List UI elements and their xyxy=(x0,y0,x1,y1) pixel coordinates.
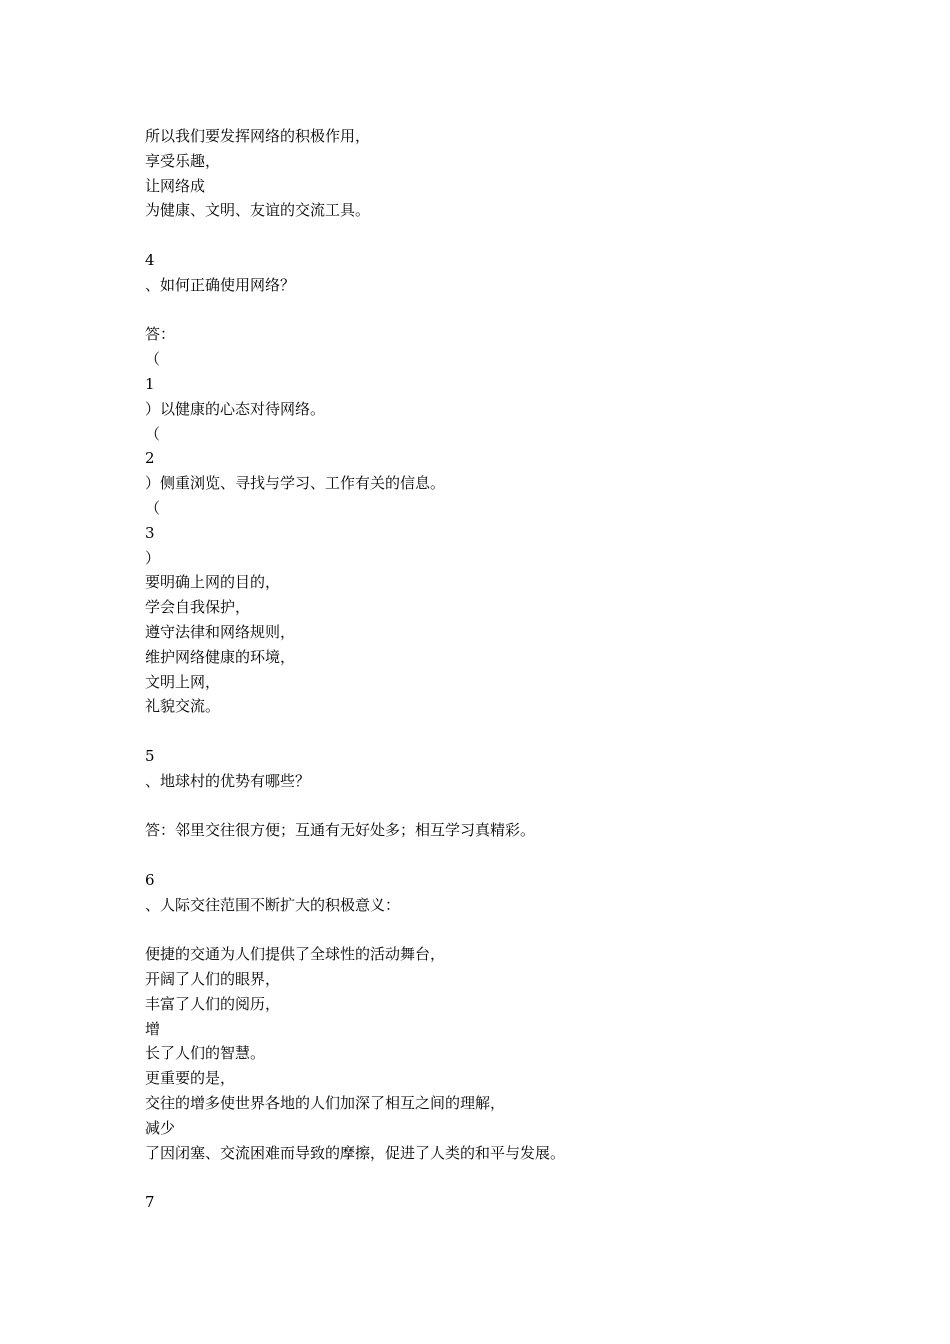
question-number: 6 xyxy=(145,870,155,889)
blank-line xyxy=(145,843,845,868)
text-line: 长了人们的智慧。 xyxy=(145,1044,266,1063)
text-line: 丰富了人们的阅历， xyxy=(145,994,281,1013)
text-line: ）以健康的心态对待网络。 xyxy=(145,399,326,418)
question-text: 、人际交往范围不断扩大的积极意义： xyxy=(145,895,401,914)
question-text: 、如何正确使用网络？ xyxy=(145,275,296,294)
text-line: 要明确上网的目的， xyxy=(145,573,281,592)
text-line: （ xyxy=(145,350,161,369)
text-line: 减少 xyxy=(145,1118,176,1137)
text-line: ） xyxy=(145,548,161,567)
text-line: 学会自我保护， xyxy=(145,598,251,617)
document-page xyxy=(145,124,845,1215)
text-line: 礼貌交流。 xyxy=(145,697,221,716)
blank-line xyxy=(145,719,845,744)
text-line: 便捷的交通为人们提供了全球性的活动舞台， xyxy=(145,945,446,964)
blank-line xyxy=(145,223,845,248)
text-line: 3 xyxy=(145,523,155,542)
question-number: 4 xyxy=(145,250,155,269)
text-line: 享受乐趣， xyxy=(145,151,221,170)
text-line: 文明上网， xyxy=(145,672,221,691)
text-line: 开阔了人们的眼界， xyxy=(145,970,281,989)
blank-line xyxy=(145,298,845,323)
text-line: 2 xyxy=(145,449,155,468)
answer-label: 答： xyxy=(145,325,176,344)
text-line: 维护网络健康的环境， xyxy=(145,647,296,666)
text-line: 为健康、文明、友谊的交流工具。 xyxy=(145,201,371,220)
text-line: ）侧重浏览、寻找与学习、工作有关的信息。 xyxy=(145,474,446,493)
question-number: 7 xyxy=(145,1193,155,1212)
text-line: （ xyxy=(145,498,161,517)
text-line: 遵守法律和网络规则， xyxy=(145,622,296,641)
text-line: 了因闭塞、交流困难而导致的摩擦，促进了人类的和平与发展。 xyxy=(145,1143,566,1162)
question-text: 、地球村的优势有哪些？ xyxy=(145,771,311,790)
blank-line xyxy=(145,794,845,819)
question-number: 5 xyxy=(145,746,155,765)
text-line: （ xyxy=(145,424,161,443)
text-line: 1 xyxy=(145,374,155,393)
answer-text: 答：邻里交往很方便；互通有无好处多；相互学习真精彩。 xyxy=(145,821,536,840)
text-line: 交往的增多使世界各地的人们加深了相互之间的理解， xyxy=(145,1094,506,1113)
text-line: 增 xyxy=(145,1019,161,1038)
text-line: 更重要的是， xyxy=(145,1069,236,1088)
text-line: 让网络成 xyxy=(145,176,206,195)
blank-line xyxy=(145,918,845,943)
text-line: 所以我们要发挥网络的积极作用， xyxy=(145,127,371,145)
blank-line xyxy=(145,1165,845,1190)
